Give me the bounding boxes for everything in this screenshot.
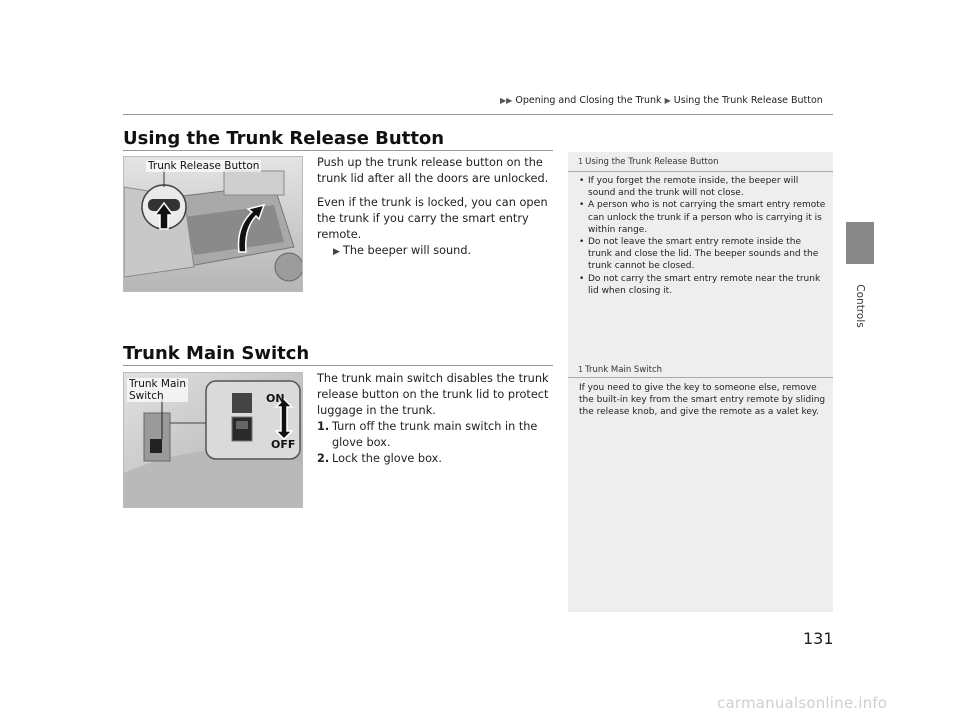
note-ref-icon: 1 <box>578 365 584 374</box>
note-rule <box>568 171 833 172</box>
arrow-icon: ▶ <box>333 247 340 257</box>
section-rule <box>123 365 553 366</box>
note-bullet: • Do not leave the smart entry remote inside the trunk and close the lid. The beeper sounds and the trunk cannot be closed. <box>579 236 827 273</box>
notes-column <box>568 152 833 612</box>
note-heading: 1 Using the Trunk Release Button <box>578 157 719 167</box>
note-bullet: • Do not carry the smart entry remote near the trunk lid when closing it. <box>579 273 827 297</box>
paragraph: The trunk main switch disables the trunk release button on the trunk lid to protect luggage in the trunk. <box>317 372 549 417</box>
step-item: 1. Turn off the trunk main switch in the glove box. <box>317 420 538 449</box>
on-label: ON <box>266 392 285 405</box>
trunk-release-illustration <box>123 156 303 292</box>
section1-body <box>317 155 557 260</box>
paragraph: Even if the trunk is locked, you can open the trunk if you carry the smart entry remote. <box>317 196 548 241</box>
section-title: Trunk Main Switch <box>123 343 310 364</box>
note-paragraph: If you need to give the key to someone else, remove the built-in key from the smart entry remote by sliding the release knob, and give the remote as a valet key. <box>579 383 826 418</box>
off-label: OFF <box>271 438 296 451</box>
note-bullet: • If you forget the remote inside, the beeper will sound and the trunk will not close. <box>579 175 827 199</box>
breadcrumb <box>500 95 823 106</box>
section-tab-marker <box>846 222 874 264</box>
step-item: 2. Lock the glove box. <box>317 452 442 465</box>
paragraph: Push up the trunk release button on the trunk lid after all the doors are unlocked. <box>317 156 549 185</box>
callout-label: Trunk Main Switch <box>129 378 186 402</box>
callout-label: Trunk Release Button <box>148 160 260 172</box>
section-tab-label: Controls <box>854 284 866 328</box>
breadcrumb-item[interactable]: Opening and Closing the Trunk <box>515 95 662 106</box>
arrow-icon: ▶ <box>664 96 671 105</box>
note-heading: 1 Trunk Main Switch <box>578 365 663 375</box>
note-rule <box>568 377 833 378</box>
header-rule <box>123 114 833 115</box>
section2-body <box>317 371 557 467</box>
section-rule <box>123 150 553 151</box>
trunk-main-switch-illustration <box>123 372 303 508</box>
breadcrumb-item[interactable]: Using the Trunk Release Button <box>673 95 823 106</box>
double-arrow-icon: ▶▶ <box>500 96 513 105</box>
note-ref-icon: 1 <box>578 157 584 166</box>
sub-note: ▶ The beeper will sound. <box>333 244 472 257</box>
note-bullets <box>579 175 827 297</box>
watermark: carmanualsonline.info <box>717 694 888 712</box>
section-title: Using the Trunk Release Button <box>123 128 445 149</box>
page-number: 131 <box>803 629 834 648</box>
truck-bed-drawing <box>124 157 303 292</box>
note-bullet: • A person who is not carrying the smart entry remote can unlock the trunk if a person who is carrying it is within range. <box>579 199 827 236</box>
